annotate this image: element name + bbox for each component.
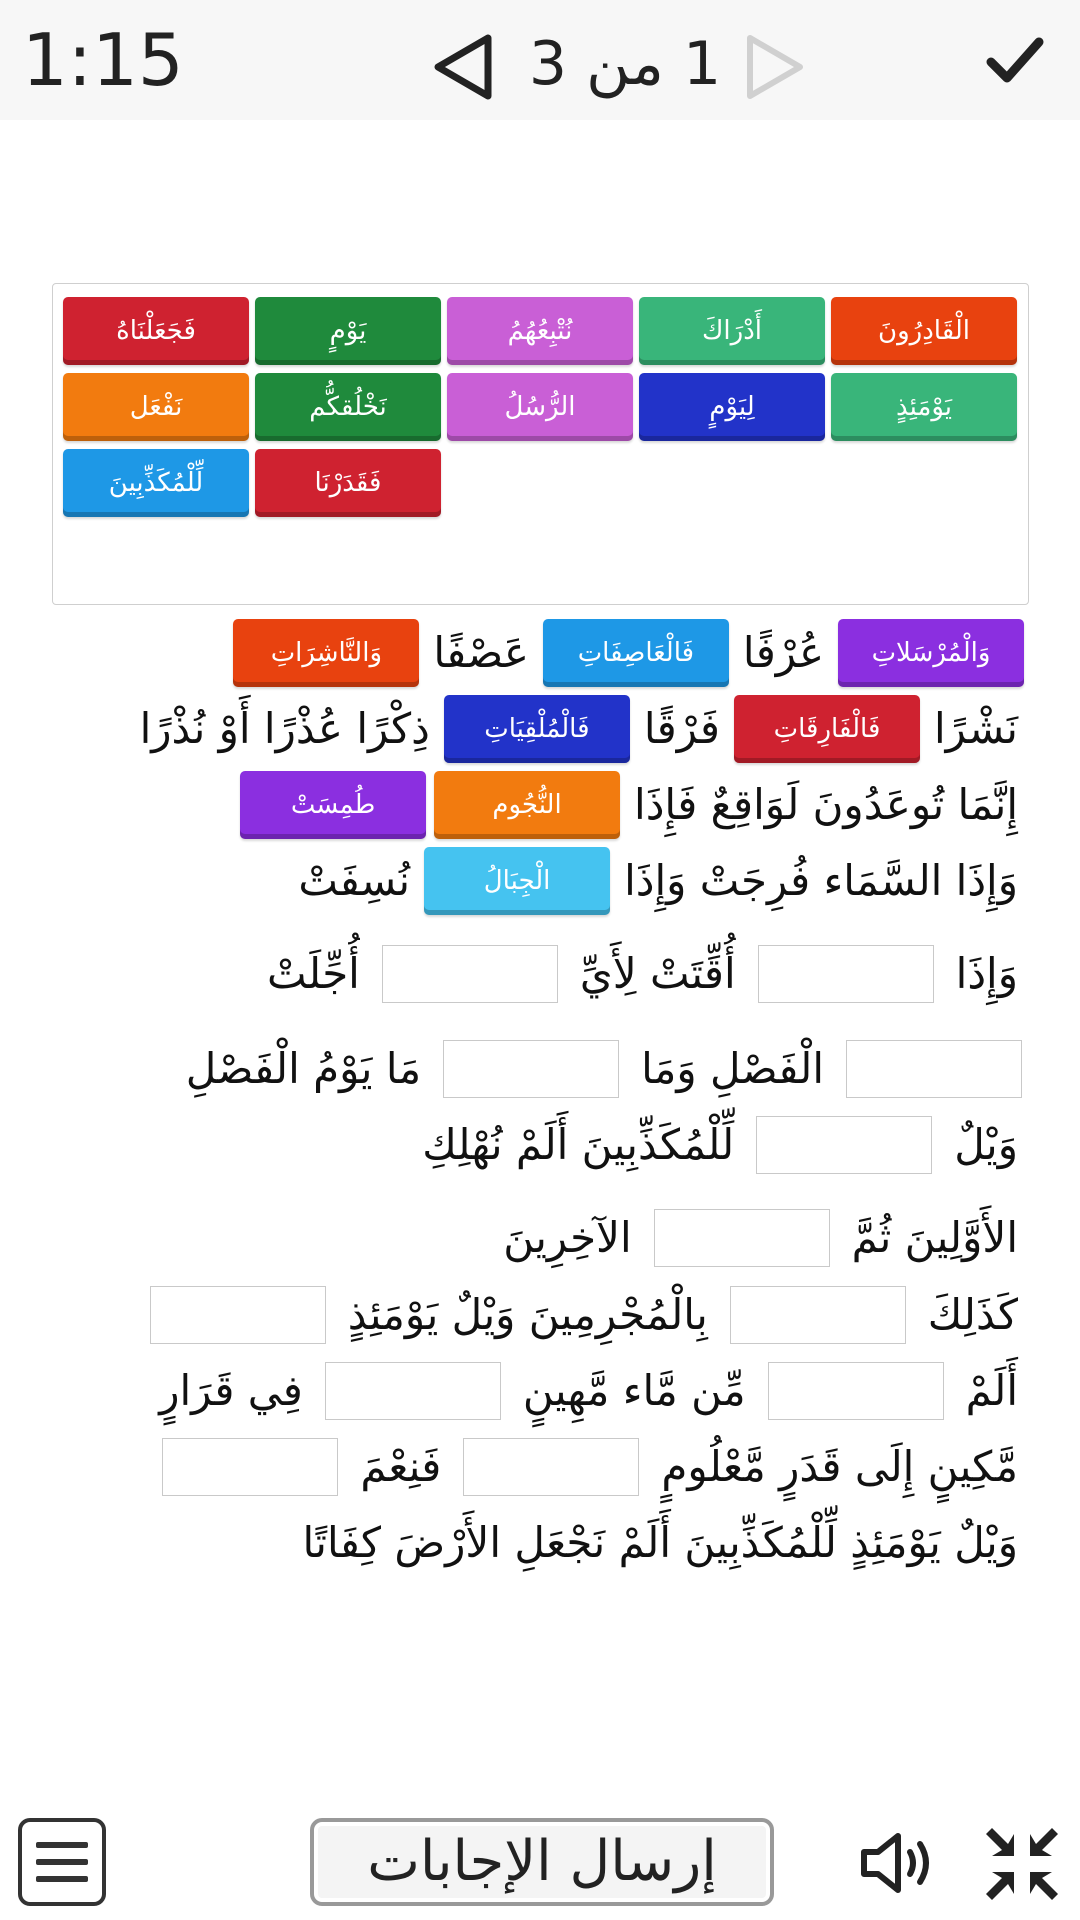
answer-blank[interactable] (443, 1040, 619, 1098)
answer-blank[interactable] (768, 1362, 944, 1420)
speaker-icon[interactable] (858, 1828, 938, 1898)
verse-text: نُسِفَتْ (298, 856, 411, 905)
verse-text: الْفَصْلِ وَمَا (641, 1044, 824, 1093)
verse-line (150, 1432, 1028, 1502)
word-chip[interactable]: الْقَادِرُونَ (831, 297, 1017, 365)
verse-text: أَلَمْ (965, 1366, 1018, 1415)
verse-line (292, 1508, 1028, 1578)
word-chip[interactable]: فَقَدَرْنَا (255, 449, 441, 517)
submit-answers-button[interactable]: إرسال الإجابات (310, 1818, 774, 1906)
verse-text: عُرْفًا (742, 628, 824, 677)
triangle-right-icon[interactable] (738, 32, 808, 102)
verse-text: مِّن مَّاء مَّهِينٍ (522, 1366, 746, 1415)
word-bank (52, 283, 1029, 605)
word-chip[interactable]: يَوْمٍ (255, 297, 441, 365)
word-chip[interactable]: نَخْلُقكُّم (255, 373, 441, 441)
verse-text: مَّكِينٍ إِلَى قَدَرٍ مَّعْلُومٍ (661, 1442, 1018, 1491)
answer-blank[interactable] (758, 945, 934, 1003)
verse-text: وَإِذَا (955, 949, 1018, 998)
verse-text: إِنَّمَا تُوعَدُونَ لَوَاقِعٌ فَإِذَا (634, 780, 1018, 829)
verse-text: فَنِعْمَ (360, 1442, 442, 1491)
filled-word-chip[interactable]: الْجِبَالُ (424, 847, 610, 915)
check-icon[interactable] (985, 30, 1045, 90)
top-bar (0, 0, 1080, 120)
word-chip[interactable]: نَفْعَل (63, 373, 249, 441)
verse-text: نَشْرًا (934, 704, 1018, 753)
filled-word-chip[interactable]: النُّجُوم (434, 771, 620, 839)
verse-text: ذِكْرًا عُذْرًا أَوْ نُذْرًا (139, 704, 430, 753)
answer-blank[interactable] (756, 1116, 932, 1174)
verse-text: بِالْمُجْرِمِينَ وَيْلٌ يَوْمَئِذٍ (347, 1290, 708, 1339)
verse-line (493, 1203, 1028, 1273)
answer-blank[interactable] (162, 1438, 338, 1496)
filled-word-chip[interactable]: طُمِسَتْ (240, 771, 426, 839)
answer-blank[interactable] (654, 1209, 830, 1267)
word-chip[interactable]: أَدْرَاكَ (639, 297, 825, 365)
answer-blank[interactable] (325, 1362, 501, 1420)
filled-word-chip[interactable]: وَالنَّاشِرَاتِ (233, 619, 419, 687)
verse-text: لِّلْمُكَذِّبِينَ أَلَمْ نُهْلِكِ (422, 1120, 735, 1169)
answer-blank[interactable] (463, 1438, 639, 1496)
page-indicator: 1 من 3 (528, 29, 722, 99)
verse-text: وَيْلٌ (954, 1120, 1018, 1169)
answer-blank[interactable] (150, 1286, 326, 1344)
verse-line (288, 846, 1028, 916)
verse-text: فَرْقًا (643, 704, 720, 753)
verse-text: الأَوَّلِينَ ثُمَّ (851, 1213, 1018, 1262)
verse-line (412, 1110, 1028, 1180)
verse-line (130, 694, 1028, 764)
verse-text: أُقِّتَتْ لِأَيِّ (579, 949, 736, 998)
page-navigation (420, 14, 820, 106)
filled-word-chip[interactable]: فَالْفَارِقَاتِ (734, 695, 920, 763)
verse-line (149, 1356, 1028, 1426)
verse-text: كَذَلِكَ (927, 1290, 1018, 1339)
verse-text: مَا يَوْمُ الْفَصْلِ (185, 1044, 422, 1093)
verse-text: الآخِرِينَ (503, 1213, 632, 1262)
verse-text: وَإِذَا السَّمَاء فُرِجَتْ وَإِذَا (624, 856, 1018, 905)
word-chip[interactable]: لِّلْمُكَذِّبِينَ (63, 449, 249, 517)
verse-text: وَيْلٌ يَوْمَئِذٍ لِّلْمُكَذِّبِينَ أَلَمْ نَجْعَلِ الأَرْضَ كِفَاتًا (302, 1518, 1018, 1567)
bottom-bar (0, 1800, 1080, 1920)
filled-word-chip[interactable]: وَالْمُرْسَلاتِ (838, 619, 1024, 687)
word-chip[interactable]: نُتْبِعُهُمُ (447, 297, 633, 365)
word-chip[interactable]: فَجَعَلْنَاهُ (63, 297, 249, 365)
word-chip[interactable]: يَوْمَئِذٍ (831, 373, 1017, 441)
answer-blank[interactable] (846, 1040, 1022, 1098)
answer-blank[interactable] (382, 945, 558, 1003)
triangle-left-icon[interactable] (430, 32, 500, 102)
verse-text: عَصْفًا (433, 628, 529, 677)
timer: 1:15 (22, 18, 184, 102)
filled-word-chip[interactable]: فَالْعَاصِفَاتِ (543, 619, 729, 687)
verse-line (138, 1280, 1028, 1350)
verse-text: أُجِّلَتْ (267, 949, 360, 998)
menu-icon[interactable] (18, 1818, 106, 1906)
verse-text: فِي قَرَارٍ (159, 1366, 303, 1415)
verse-line (176, 1034, 1034, 1104)
answer-blank[interactable] (730, 1286, 906, 1344)
verse-line (257, 939, 1028, 1009)
word-chip[interactable]: الرُّسُلُ (447, 373, 633, 441)
minimize-icon[interactable] (982, 1824, 1062, 1904)
filled-word-chip[interactable]: فَالْمُلْقِيَاتِ (444, 695, 630, 763)
verse-line (229, 618, 1028, 688)
verse-line (236, 770, 1028, 840)
word-chip[interactable]: لِيَوْمٍ (639, 373, 825, 441)
